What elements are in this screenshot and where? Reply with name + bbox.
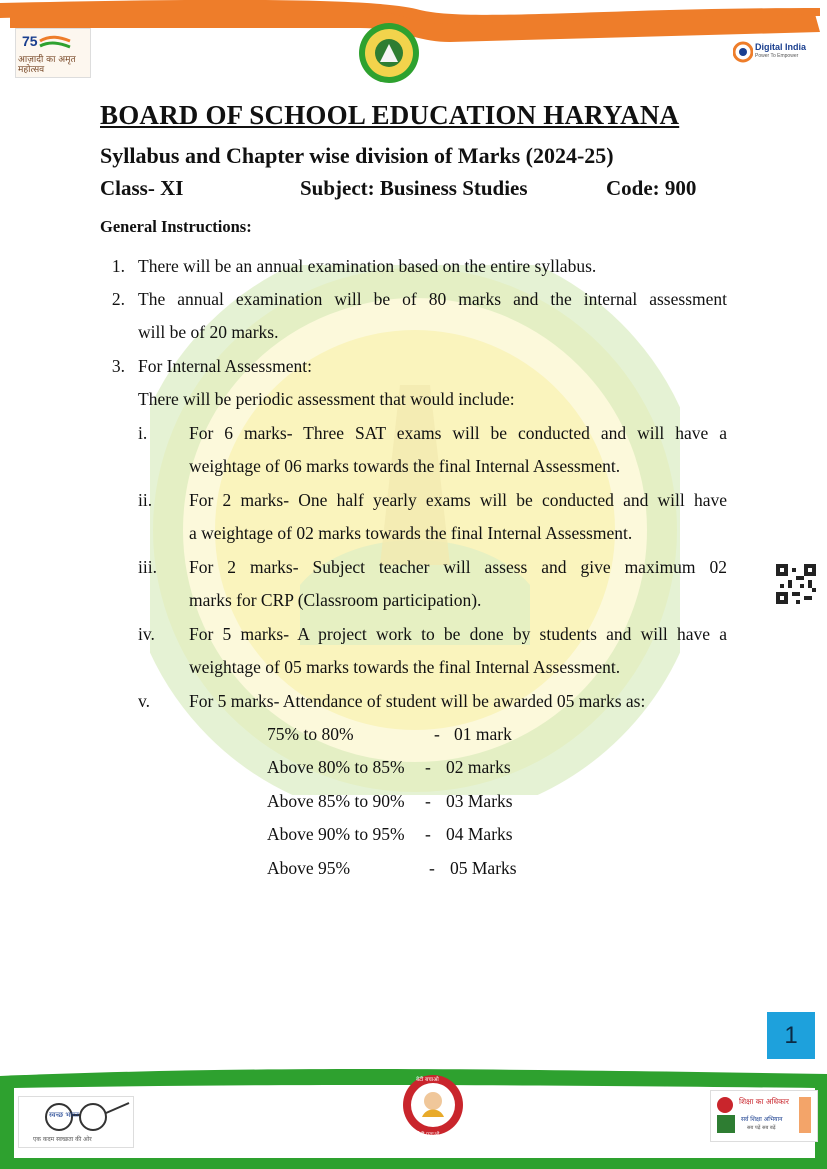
instruction-text: For Internal Assessment: <box>138 356 313 376</box>
azadi-logo-text: आज़ादी का अमृत महोत्सव <box>18 55 76 75</box>
attendance-range: Above 90% to 95% <box>267 824 405 844</box>
code-label: Code: 900 <box>606 176 697 200</box>
periodic-item-text: weightage of 05 marks towards the final Internal Assessment. <box>189 657 621 677</box>
rte-logo-text: शिक्षा का अधिकार <box>739 1097 789 1106</box>
periodic-item-text: a weightage of 02 marks towards the final Internal Assessment. <box>189 523 633 543</box>
qr-code-icon <box>776 564 816 604</box>
attendance-marks: 04 Marks <box>446 824 513 844</box>
attendance-dash: - <box>425 791 431 811</box>
attendance-marks: 02 marks <box>446 757 511 777</box>
attendance-marks: 05 Marks <box>450 858 517 878</box>
class-label: Class- XI <box>100 176 184 200</box>
attendance-dash: - <box>425 824 431 844</box>
periodic-item-text: For 6 marks- Three SAT exams will be conducted and will have a <box>189 423 727 443</box>
azadi-logo-number: 75 <box>22 33 38 49</box>
periodic-item-text: For 5 marks- Attendance of student will be awarded 05 marks as: <box>189 691 646 711</box>
rte-logo <box>710 1090 818 1142</box>
periodic-item-number: v. <box>138 691 150 711</box>
attendance-dash: - <box>429 858 435 878</box>
subject-label: Subject: Business Studies <box>300 176 528 200</box>
instruction-number: 1. <box>111 256 125 276</box>
periodic-item-number: ii. <box>138 490 153 510</box>
periodic-item-number: iii. <box>138 557 157 577</box>
attendance-marks: 03 Marks <box>446 791 513 811</box>
instruction-subtext: There will be periodic assessment that would include: <box>138 389 515 409</box>
periodic-item-number: i. <box>138 423 148 443</box>
periodic-item-text: For 2 marks- Subject teacher will assess and give maximum 02 <box>189 557 727 577</box>
periodic-item-number: iv. <box>138 624 155 644</box>
attendance-dash: - <box>425 757 431 777</box>
rte-logo-subtext2: सब पढ़ें सब बढ़ें <box>747 1125 776 1131</box>
periodic-item-text: For 5 marks- A project work to be done by students and will have a <box>189 624 727 644</box>
periodic-item-text: marks for CRP (Classroom participation). <box>189 590 482 610</box>
attendance-range: Above 80% to 85% <box>267 757 405 777</box>
page-subtitle: Syllabus and Chapter wise division of Marks (2024-25) <box>100 143 614 168</box>
beti-bachao-bottom-text: बेटी पढ़ाओ <box>417 1132 440 1138</box>
instruction-text: The annual examination will be of 80 marks and the internal assessment <box>138 289 727 309</box>
swachh-bharat-subtext: एक कदम स्वच्छता की ओर <box>33 1136 92 1143</box>
attendance-range: Above 95% <box>267 858 351 878</box>
attendance-range: 75% to 80% <box>267 724 354 744</box>
digital-india-subtext: Power To Empower <box>755 53 799 59</box>
azadi-logo <box>15 28 91 78</box>
instruction-number: 3. <box>111 356 125 376</box>
board-emblem-icon <box>358 22 420 84</box>
instruction-number: 2. <box>111 289 125 309</box>
page-number: 1 <box>767 1012 815 1059</box>
general-instructions-heading: General Instructions: <box>100 217 252 236</box>
attendance-dash: - <box>434 724 440 744</box>
instruction-text: will be of 20 marks. <box>138 322 279 342</box>
digital-india-logo <box>733 37 805 67</box>
periodic-item-text: For 2 marks- One half yearly exams will be conducted and will have <box>189 490 727 510</box>
digital-india-text: Digital India <box>755 42 807 52</box>
swachh-bharat-text: स्वच्छ भारत <box>49 1111 79 1119</box>
digital-india-icon <box>733 39 753 65</box>
page-title: BOARD OF SCHOOL EDUCATION HARYANA <box>100 100 680 130</box>
periodic-item-text: weightage of 06 marks towards the final Internal Assessment. <box>189 456 621 476</box>
swachh-bharat-logo <box>18 1096 134 1148</box>
attendance-range: Above 85% to 90% <box>267 791 405 811</box>
beti-bachao-top-text: बेटी बचाओ <box>416 1077 439 1083</box>
rte-logo-subtext: सर्व शिक्षा अभियान <box>741 1116 783 1123</box>
instruction-text: There will be an annual examination based on the entire syllabus. <box>138 256 597 276</box>
attendance-marks: 01 mark <box>454 724 512 744</box>
